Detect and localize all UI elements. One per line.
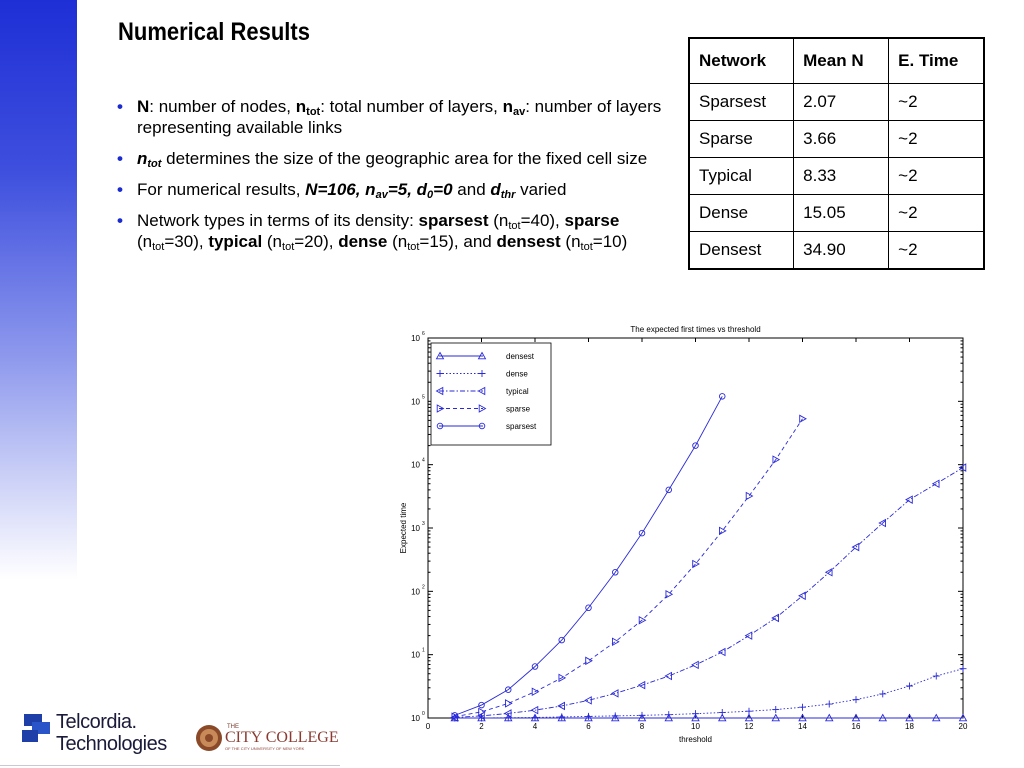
ccny-sub-text: OF THE CITY UNIVERSITY OF NEW YORK bbox=[225, 746, 305, 751]
y-tick-label: 10 bbox=[411, 714, 420, 723]
x-tick-label: 8 bbox=[639, 722, 645, 731]
bullet-text: determines the size of the geographic area for the fixed cell size bbox=[161, 149, 648, 168]
table-cell: ~2 bbox=[889, 158, 984, 195]
table-header-cell: Network bbox=[689, 38, 794, 84]
bullet-dot-icon: • bbox=[117, 97, 123, 116]
bullet-text: =30), bbox=[164, 232, 209, 251]
table-cell: 2.07 bbox=[794, 84, 889, 121]
y-tick-exponent: 1 bbox=[422, 647, 425, 654]
telcordia-mark-icon bbox=[22, 712, 58, 748]
bullet-text: : number of nodes, bbox=[149, 97, 296, 116]
data-point-dense bbox=[665, 711, 672, 718]
y-axis-label: Expected time bbox=[399, 502, 408, 554]
ccny-small-text: THE bbox=[227, 724, 239, 730]
bullet-text: d bbox=[490, 180, 501, 199]
bullet-dot-icon: • bbox=[117, 180, 123, 199]
subscript-text: tot bbox=[282, 241, 295, 253]
table-cell: Typical bbox=[689, 158, 794, 195]
city-college-logo bbox=[195, 718, 339, 758]
bullet-text: (n bbox=[137, 232, 153, 251]
data-point-dense bbox=[933, 673, 940, 680]
table-cell: 15.05 bbox=[794, 195, 889, 232]
bullet-text: N bbox=[137, 97, 150, 116]
data-point-typical bbox=[665, 673, 671, 680]
data-point-sparse bbox=[800, 415, 806, 422]
bullet-text: dense bbox=[338, 232, 388, 251]
y-tick-label: 10 bbox=[411, 650, 420, 660]
data-point-dense bbox=[879, 690, 886, 697]
table-row bbox=[689, 121, 984, 158]
table-cell: 8.33 bbox=[794, 158, 889, 195]
bullet-list bbox=[117, 96, 677, 262]
bullet-text: =15), and bbox=[419, 232, 497, 251]
y-tick-exponent: 3 bbox=[422, 521, 425, 527]
y-tick-exponent: 4 bbox=[422, 457, 425, 464]
table-cell: Dense bbox=[689, 195, 794, 232]
data-point-dense bbox=[853, 696, 860, 703]
y-tick-exponent: 0 bbox=[422, 711, 425, 717]
bullet-dot-icon: • bbox=[117, 211, 123, 230]
table-row bbox=[689, 195, 984, 232]
bullet-text: : total number of layers, bbox=[320, 97, 503, 116]
table-cell: 3.66 bbox=[794, 121, 889, 158]
table-header-row bbox=[689, 38, 984, 84]
bullet-item bbox=[117, 148, 677, 169]
legend-label: sparsest bbox=[506, 422, 537, 431]
table-row bbox=[689, 84, 984, 121]
network-table bbox=[688, 37, 985, 270]
table-row bbox=[689, 158, 984, 195]
x-tick-label: 14 bbox=[798, 722, 807, 731]
subscript-text: thr bbox=[500, 189, 516, 201]
subscript-text: tot bbox=[152, 241, 165, 253]
x-tick-label: 18 bbox=[905, 722, 914, 731]
table-cell: ~2 bbox=[889, 195, 984, 232]
bullet-text: and bbox=[452, 180, 491, 199]
series-line-sparse bbox=[455, 419, 803, 717]
bullet-text: typical bbox=[208, 232, 263, 251]
y-tick-label: 10 bbox=[411, 587, 420, 597]
x-tick-label: 6 bbox=[586, 722, 591, 731]
table-row bbox=[689, 232, 984, 270]
table-cell: ~2 bbox=[889, 121, 984, 158]
table-cell: Sparse bbox=[689, 121, 794, 158]
chart-title: The expected first times vs threshold bbox=[630, 325, 761, 334]
data-point-dense bbox=[692, 710, 699, 717]
subscript-text: 0 bbox=[427, 189, 434, 201]
bullet-text: For numerical results, bbox=[137, 180, 306, 199]
bullet-text: sparsest bbox=[418, 211, 489, 230]
bullet-dot-icon: • bbox=[117, 149, 123, 168]
x-tick-label: 4 bbox=[532, 722, 538, 731]
city-college-seal-icon bbox=[195, 718, 339, 758]
y-tick-exponent: 5 bbox=[422, 394, 425, 401]
x-tick-label: 10 bbox=[691, 722, 700, 731]
series-line-typical bbox=[455, 468, 963, 718]
legend-label: typical bbox=[506, 387, 529, 396]
bullet-text: (n bbox=[560, 232, 581, 251]
telcordia-logo bbox=[22, 710, 172, 760]
expected-time-chart bbox=[390, 318, 990, 748]
bullet-text: =40), bbox=[520, 211, 565, 230]
data-point-dense bbox=[532, 714, 539, 721]
y-tick-exponent: 2 bbox=[422, 584, 425, 591]
subscript-text: tot bbox=[306, 106, 321, 118]
data-point-dense bbox=[799, 704, 806, 711]
table-header-cell: E. Time bbox=[889, 38, 984, 84]
bullet-text: n bbox=[295, 97, 307, 116]
legend-label: sparse bbox=[506, 404, 531, 414]
x-tick-label: 2 bbox=[479, 722, 484, 731]
legend-label: dense bbox=[506, 369, 528, 379]
data-point-dense bbox=[906, 683, 913, 690]
bullet-text: densest bbox=[496, 232, 561, 251]
ccny-name-text: CITY COLLEGE bbox=[225, 729, 339, 746]
subscript-text: tot bbox=[580, 241, 593, 253]
y-tick-label: 10 bbox=[411, 397, 420, 407]
table-body bbox=[689, 84, 984, 270]
bullet-text: sparse bbox=[564, 211, 620, 230]
subscript-text: tot bbox=[508, 220, 521, 232]
bullet-text: : number of layers representing available links bbox=[137, 97, 662, 137]
bullet-item bbox=[117, 96, 677, 138]
bullet-text: n bbox=[502, 97, 513, 116]
slide-title: Numerical Results bbox=[118, 18, 310, 46]
subscript-text: av bbox=[512, 106, 526, 118]
data-point-dense bbox=[719, 709, 726, 716]
subscript-text: tot bbox=[147, 158, 162, 170]
footer-divider bbox=[0, 765, 340, 766]
table-header-cell: Mean N bbox=[794, 38, 889, 84]
bullet-text: varied bbox=[515, 180, 567, 199]
bullet-text: =20), bbox=[294, 232, 339, 251]
table-cell: Sparsest bbox=[689, 84, 794, 121]
data-point-typical bbox=[692, 661, 698, 668]
sidebar-gradient-bar bbox=[0, 0, 77, 580]
subscript-text: tot bbox=[407, 241, 420, 253]
data-point-dense bbox=[772, 706, 779, 713]
data-point-sparse bbox=[586, 657, 592, 664]
bullet-text: Network types in terms of its density: bbox=[137, 211, 419, 230]
bullet-text: n bbox=[137, 149, 148, 168]
data-point-dense bbox=[960, 665, 967, 672]
telcordia-line1: Telcordia. bbox=[56, 711, 137, 733]
x-tick-label: 20 bbox=[958, 722, 968, 731]
data-point-dense bbox=[746, 708, 753, 715]
table-cell: ~2 bbox=[889, 232, 984, 270]
table-cell: 34.90 bbox=[794, 232, 889, 270]
x-axis-label: threshold bbox=[679, 735, 712, 744]
bullet-text: N=106, n bbox=[305, 180, 376, 199]
bullet-text: (n bbox=[262, 232, 283, 251]
bullet-item bbox=[117, 179, 677, 200]
y-tick-label: 10 bbox=[411, 460, 420, 470]
bullet-text: (n bbox=[488, 211, 509, 230]
table-cell: Densest bbox=[689, 232, 794, 270]
table-cell: ~2 bbox=[889, 84, 984, 121]
data-point-dense bbox=[826, 701, 833, 708]
data-point-sparse bbox=[505, 700, 511, 707]
y-tick-exponent: 6 bbox=[422, 331, 425, 337]
bullet-text: (n bbox=[387, 232, 408, 251]
subscript-text: av bbox=[375, 189, 388, 201]
y-tick-label: 10 bbox=[411, 524, 420, 533]
x-tick-label: 16 bbox=[851, 722, 861, 731]
data-point-typical bbox=[585, 697, 591, 704]
y-tick-label: 10 bbox=[411, 334, 420, 343]
legend-label: densest bbox=[506, 352, 535, 361]
telcordia-line2: Technologies bbox=[56, 733, 167, 755]
x-tick-label: 12 bbox=[744, 722, 754, 731]
bullet-item bbox=[117, 210, 677, 252]
bullet-text: =0 bbox=[433, 180, 453, 199]
x-tick-label: 0 bbox=[425, 722, 431, 731]
bullet-text: =5, d bbox=[387, 180, 428, 199]
bullet-text: =10) bbox=[592, 232, 628, 251]
